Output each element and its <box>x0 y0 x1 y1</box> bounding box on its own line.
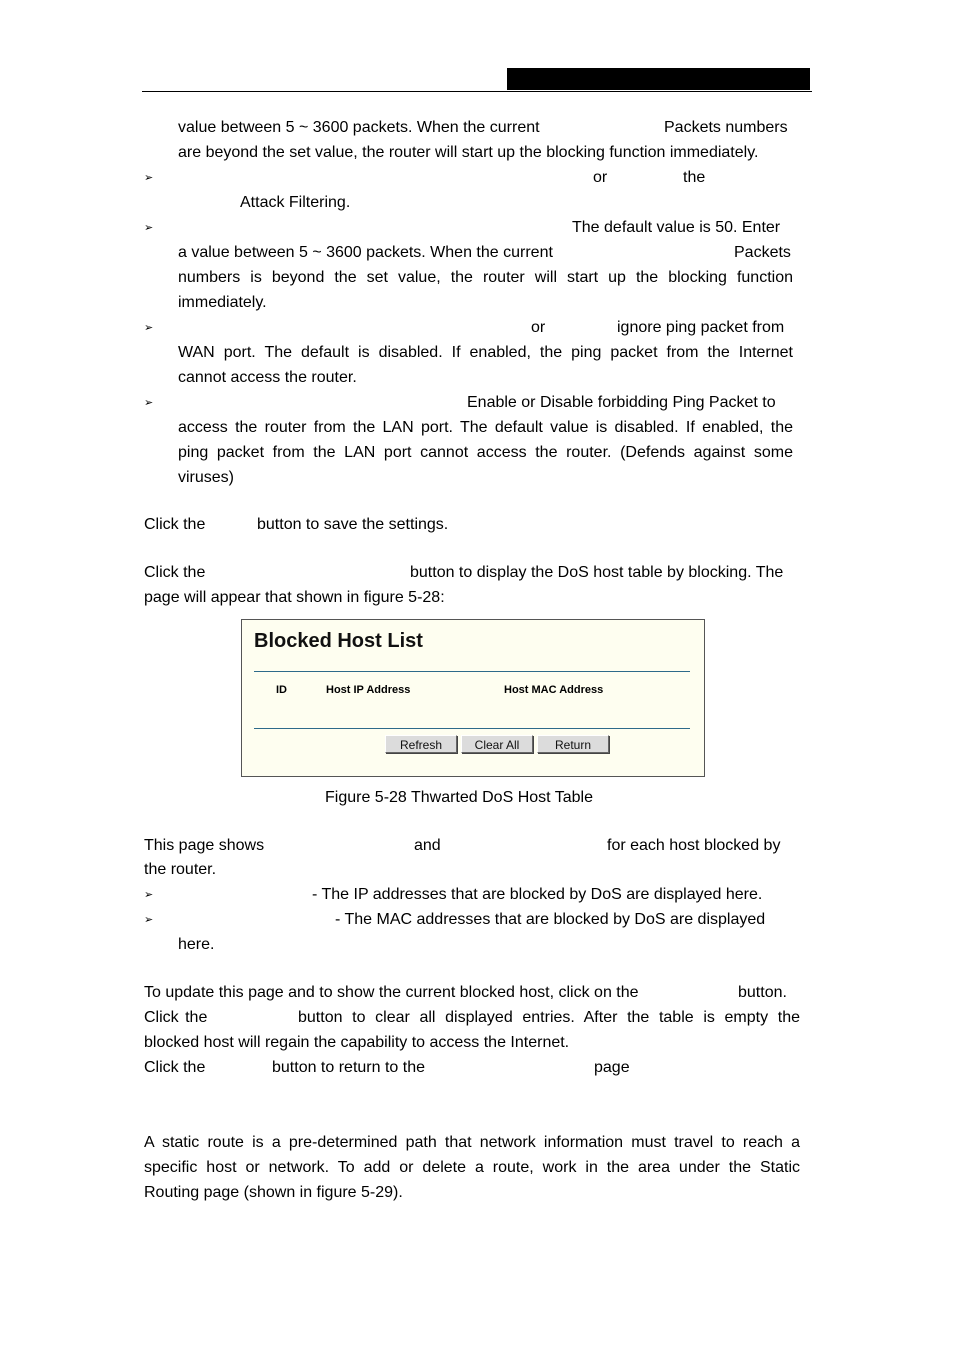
text-line: immediately. <box>178 294 267 311</box>
text-line: Click the <box>144 1009 208 1026</box>
text-line: button to display the DoS host table by blocking. The <box>410 564 784 581</box>
text-line: ignore ping packet from <box>617 319 785 336</box>
text-line: button to return to the <box>272 1059 425 1076</box>
text-line: here. <box>178 936 215 953</box>
text-line: access the router from the LAN port. The default value is disabled. If enabled, the <box>178 419 793 436</box>
column-header-host-ip: Host IP Address <box>326 684 411 696</box>
column-header-id: ID <box>276 684 287 696</box>
text-line: and <box>414 837 441 854</box>
text-line: ping packet from the LAN port cannot access the router. (Defends against some <box>178 444 793 461</box>
text-line: button to save the settings. <box>257 516 449 533</box>
arrowhead-bullet-icon: ➢ <box>144 172 154 184</box>
text-line: or <box>593 169 608 186</box>
header-bar <box>507 68 810 90</box>
text-line: Click the <box>144 564 206 581</box>
text-line: - The MAC addresses that are blocked by DoS are displayed <box>335 911 766 928</box>
text-line: WAN port. The default is disabled. If enabled, the ping packet from the Internet <box>178 344 793 361</box>
text-line: Click the <box>144 516 206 533</box>
text-line: numbers is beyond the set value, the router will start up the blocking function <box>178 269 793 286</box>
text-line: button. <box>738 984 787 1001</box>
text-line: This page shows <box>144 837 265 854</box>
refresh-button[interactable]: Refresh <box>385 735 457 753</box>
text-line: cannot access the router. <box>178 369 357 386</box>
text-line: specific host or network. To add or delete a route, work in the area under the Static <box>144 1159 800 1176</box>
arrowhead-bullet-icon: ➢ <box>144 397 154 409</box>
arrowhead-bullet-icon: ➢ <box>144 914 154 926</box>
text-line: blocked host will regain the capability to access the Internet. <box>144 1034 570 1051</box>
arrowhead-bullet-icon: ➢ <box>144 222 154 234</box>
text-line: page will appear that shown in figure 5-28: <box>144 589 445 606</box>
text-line: button to clear all displayed entries. After the table is empty the <box>298 1009 800 1026</box>
text-line: are beyond the set value, the router will start up the blocking function immediately. <box>178 144 759 161</box>
text-line: Enable or Disable forbidding Ping Packet to <box>467 394 776 411</box>
text-line: A static route is a pre-determined path that network information must travel to reach a <box>144 1134 800 1151</box>
text-line: viruses) <box>178 469 235 486</box>
panel-title: Blocked Host List <box>254 630 423 652</box>
text-line: Packets <box>734 244 791 261</box>
divider <box>254 728 690 729</box>
text-line: the <box>683 169 706 186</box>
return-button[interactable]: Return <box>537 735 609 753</box>
text-line: Click the <box>144 1059 206 1076</box>
figure-caption: Figure 5-28 Thwarted DoS Host Table <box>325 789 593 806</box>
text-line: Routing page (shown in figure 5-29). <box>144 1184 403 1201</box>
text-line: or <box>531 319 546 336</box>
divider <box>254 671 690 672</box>
clear-all-button[interactable]: Clear All <box>461 735 533 753</box>
text-line: page <box>594 1059 630 1076</box>
text-line: To update this page and to show the current blocked host, click on the <box>144 984 639 1001</box>
text-line: for each host blocked by <box>607 837 781 854</box>
text-line: Packets numbers <box>664 119 788 136</box>
text-line: - The IP addresses that are blocked by DoS are displayed here. <box>312 886 763 903</box>
text-line: The default value is 50. Enter <box>572 219 781 236</box>
header-rule <box>142 91 812 92</box>
text-line: the router. <box>144 861 217 878</box>
text-line: a value between 5 ~ 3600 packets. When the current <box>178 244 553 261</box>
text-line: value between 5 ~ 3600 packets. When the current <box>178 119 540 136</box>
text-line: Attack Filtering. <box>240 194 351 211</box>
arrowhead-bullet-icon: ➢ <box>144 889 154 901</box>
arrowhead-bullet-icon: ➢ <box>144 322 154 334</box>
blocked-host-list-panel <box>241 619 705 777</box>
column-header-host-mac: Host MAC Address <box>504 684 604 696</box>
